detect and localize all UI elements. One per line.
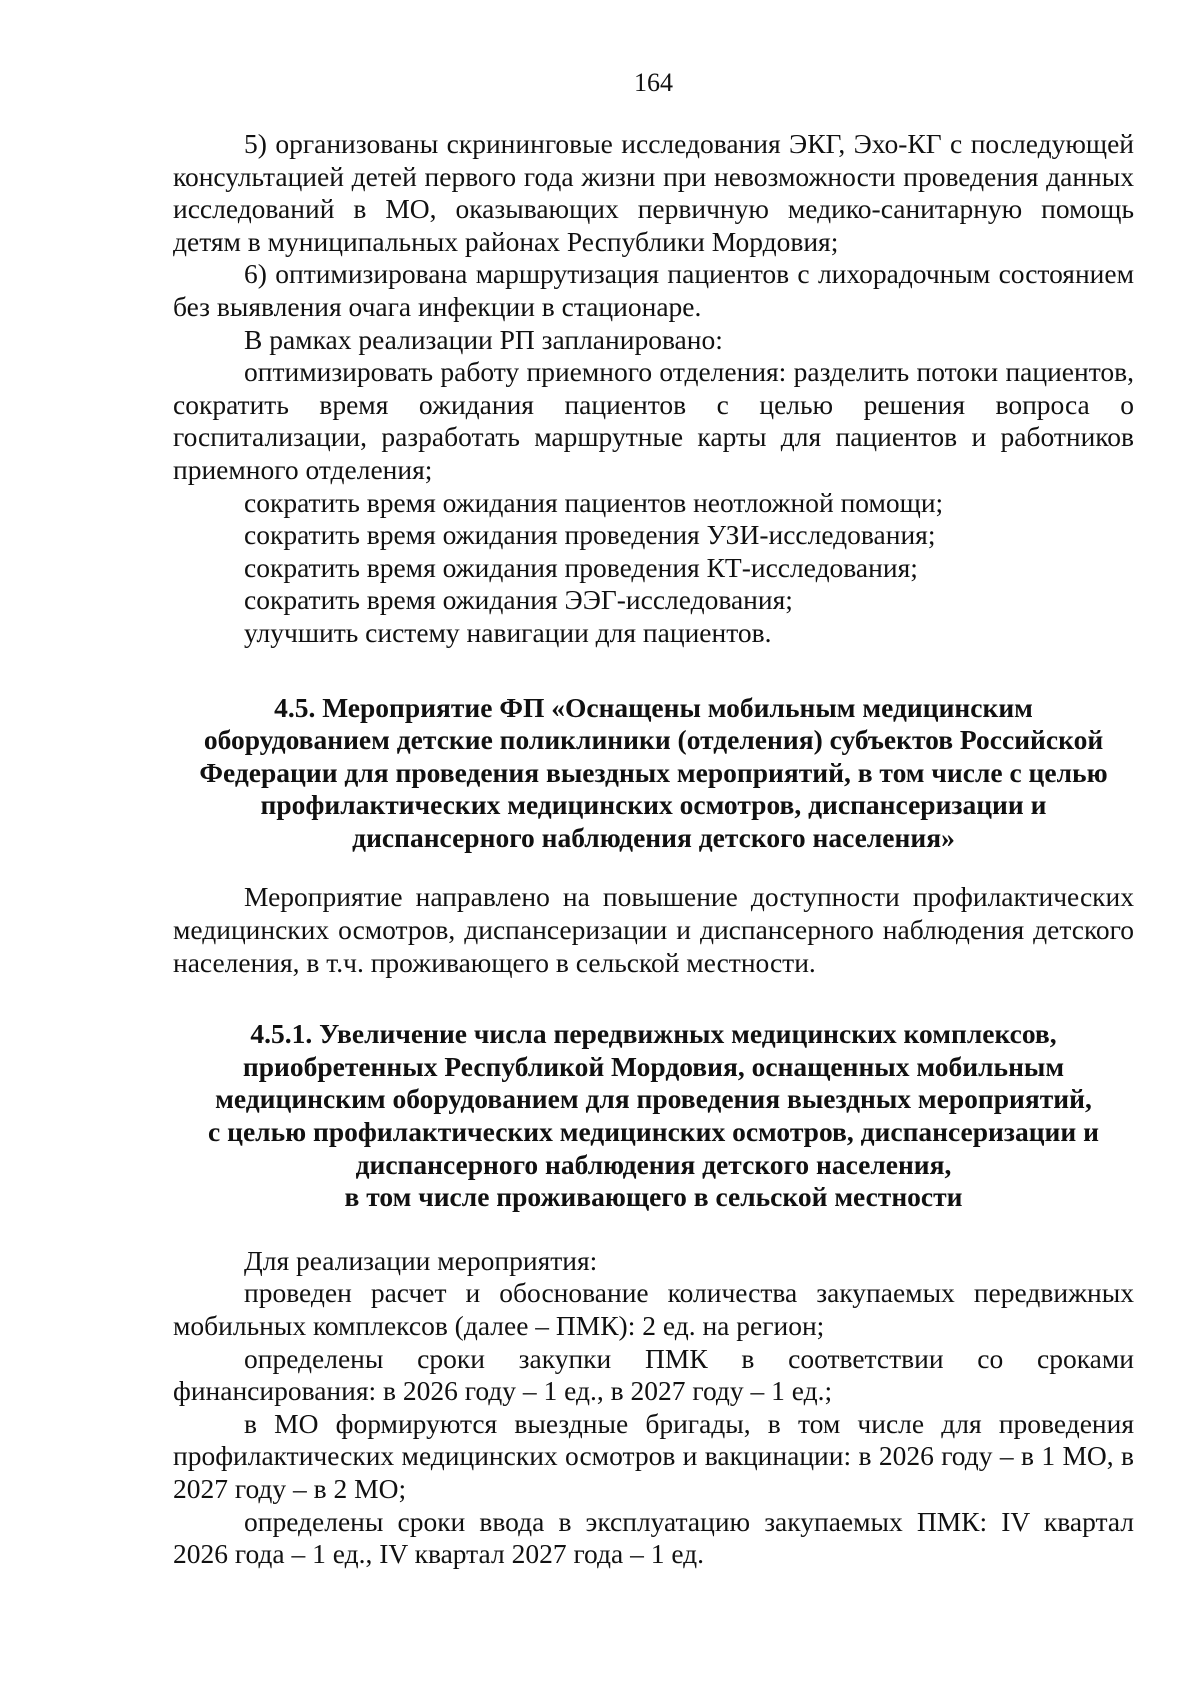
planned-item: оптимизировать работу приемного отделения: разделить потоки пациентов, сократить время ожидания пациентов с целью решения вопроса о госпитализации, разработать маршрутные карты для пациентов и работников приемного отделения;	[173, 356, 1134, 485]
page-number: 164	[634, 68, 673, 97]
planned-item: сократить время ожидания проведения УЗИ-исследования;	[244, 519, 936, 551]
spacer	[173, 1214, 1134, 1245]
spacer	[173, 979, 1134, 1018]
planned-item: сократить время ожидания проведения КТ-исследования;	[244, 551, 918, 583]
heading-line: Федерации для проведения выездных мероприятий, в том числе с целью	[199, 756, 1108, 788]
section-4-5-1-paragraph: проведен расчет и обоснование количества закупаемых передвижных мобильных комплексов (далее – ПМК): 2 ед. на регион;	[173, 1277, 1134, 1341]
section-4-5-1-intro: Для реализации мероприятия:	[244, 1244, 598, 1276]
list-item-5: 5) организованы скрининговые исследования ЭКГ, Эхо-КГ с последующей консультацией детей первого года жизни при невозможности проведения данных исследований в МО, оказывающих первичную медико-санитарную помощь детям в муниципальных районах Республики Мордовия;	[173, 128, 1134, 257]
section-4-5-paragraph: Мероприятие направлено на повышение доступности профилактических медицинских осмотров, диспансеризации и диспансерного наблюдения детского населения, в т.ч. проживающего в сельской местности.	[173, 881, 1134, 978]
section-4-5-1-paragraph: в МО формируются выездные бригады, в том числе для проведения профилактических медицинских осмотров и вакцинации: в 2026 году – в 1 МО, в 2027 году – в 2 МО;	[173, 1407, 1134, 1504]
heading-line: диспансерного наблюдения детского населения»	[352, 821, 955, 853]
planned-intro: В рамках реализации РП запланировано:	[244, 323, 723, 355]
planned-item: сократить время ожидания пациентов неотложной помощи;	[244, 486, 944, 518]
planned-item: улучшить систему навигации для пациентов.	[244, 616, 772, 648]
heading-line: медицинским оборудованием для проведения выездных мероприятий,	[215, 1083, 1092, 1115]
section-heading-4-5-1	[173, 1018, 1134, 1214]
spacer	[173, 854, 1134, 881]
heading-line: оборудованием детские поликлиники (отделения) субъектов Российской	[203, 724, 1104, 756]
heading-line: в том числе проживающего в сельской местности	[344, 1181, 963, 1213]
section-4-5-1-paragraph: определены сроки закупки ПМК в соответствии со сроками финансирования: в 2026 году – 1 ед., в 2027 году – 1 ед.;	[173, 1342, 1134, 1407]
heading-line: диспансерного наблюдения детского населения,	[355, 1148, 952, 1180]
heading-line: 4.5.1. Увеличение числа передвижных медицинских комплексов,	[250, 1018, 1057, 1050]
heading-line: с целью профилактических медицинских осмотров, диспансеризации и	[208, 1116, 1099, 1148]
heading-line: 4.5. Мероприятие ФП «Оснащены мобильным медицинским	[274, 691, 1033, 723]
heading-line: приобретенных Республикой Мордовия, оснащенных мобильным	[242, 1050, 1065, 1082]
list-item-6: 6) оптимизирована маршрутизация пациентов с лихорадочным состоянием без выявления очага инфекции в стационаре.	[173, 258, 1134, 322]
heading-line: профилактических медицинских осмотров, диспансеризации и	[260, 789, 1047, 821]
planned-item: сократить время ожидания ЭЭГ-исследования;	[244, 584, 793, 616]
spacer	[173, 650, 1134, 692]
section-heading-4-5	[173, 692, 1134, 855]
section-4-5-1-paragraph: определены сроки ввода в эксплуатацию закупаемых ПМК: IV квартал 2026 года – 1 ед., IV квартал 2027 года – 1 ед.	[173, 1505, 1134, 1570]
